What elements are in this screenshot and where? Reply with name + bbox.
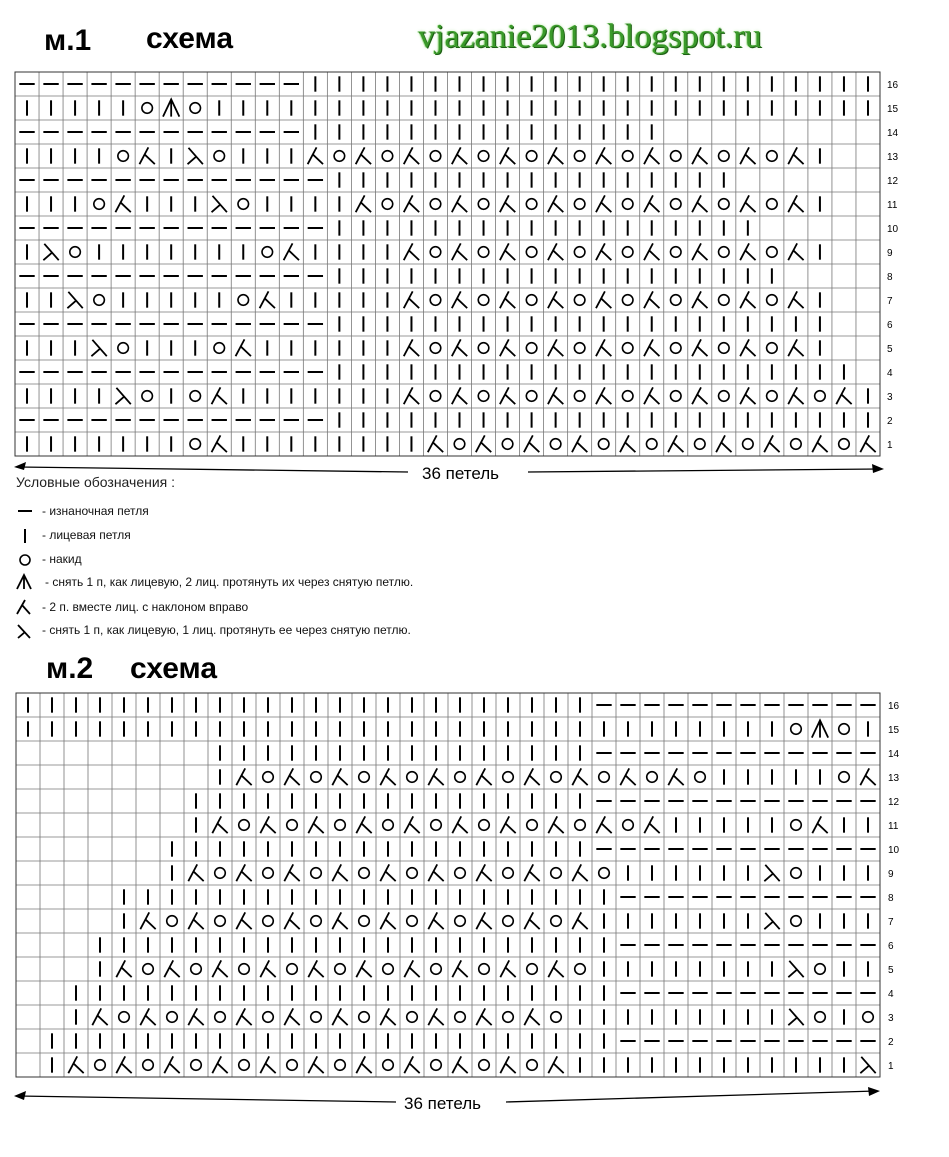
row-number-label: 3 [887, 392, 893, 403]
k2tog-symbol [524, 864, 539, 881]
yarn-over-symbol [95, 1060, 106, 1071]
yarn-over-symbol [359, 1012, 370, 1023]
yarn-over-symbol [335, 1060, 346, 1071]
k2tog-symbol [500, 960, 515, 977]
chart2-gridlines [16, 693, 880, 1077]
k2tog-symbol [380, 912, 395, 929]
yarn-over-symbol [215, 868, 226, 879]
yarn-over-symbol [407, 772, 418, 783]
yarn-over-symbol [815, 964, 826, 975]
yarn-over-symbol [527, 820, 538, 831]
k2tog-symbol [476, 1008, 491, 1025]
yarn-over-symbol [551, 772, 562, 783]
yarn-over-symbol [191, 964, 202, 975]
yarn-over-symbol [239, 820, 250, 831]
k2tog-symbol [524, 1008, 539, 1025]
row-number-label: 11 [888, 821, 899, 832]
yarn-over-symbol [239, 964, 250, 975]
yarn-over-symbol [503, 772, 514, 783]
row-number-label: 6 [888, 941, 894, 952]
yarn-over-symbol [263, 1012, 274, 1023]
k2tog-symbol [284, 912, 299, 929]
yarn-over-symbol [791, 724, 802, 735]
yarn-over-symbol [143, 964, 154, 975]
k2tog-symbol [596, 816, 611, 833]
row-number-label: 13 [888, 773, 900, 784]
k2tog-symbol [188, 1008, 203, 1025]
row-number-label: 5 [887, 344, 893, 355]
row-number-label: 5 [888, 965, 894, 976]
k2tog-symbol [164, 960, 179, 977]
row-number-label: 11 [887, 200, 898, 211]
row-number-label: 14 [888, 749, 900, 760]
yarn-over-symbol [863, 1012, 874, 1023]
yarn-over-symbol [431, 820, 442, 831]
yarn-over-symbol [791, 820, 802, 831]
row-number-label: 4 [888, 989, 894, 1000]
yarn-over-symbol [527, 1060, 538, 1071]
row-number-label: 1 [888, 1061, 894, 1072]
yarn-over-symbol [335, 820, 346, 831]
row-number-label: 10 [887, 224, 899, 235]
row-number-label: 4 [887, 368, 893, 379]
yarn-over-symbol [383, 1060, 394, 1071]
yarn-over-symbol [359, 916, 370, 927]
k2tog-symbol [308, 816, 323, 833]
row-number-label: 13 [887, 152, 899, 163]
yarn-over-symbol [143, 1060, 154, 1071]
yarn-over-symbol [287, 820, 298, 831]
yarn-over-symbol [383, 964, 394, 975]
row-number-label: 6 [887, 320, 893, 331]
k2tog-symbol [212, 1056, 227, 1073]
yarn-over-symbol [575, 820, 586, 831]
k2tog-symbol [476, 768, 491, 785]
k2tog-symbol [572, 912, 587, 929]
blog-watermark: vjazanie2013.blogspot.ru [418, 18, 762, 55]
yarn-over-symbol [647, 772, 658, 783]
k2tog-symbol [140, 1008, 155, 1025]
yarn-over-symbol [215, 916, 226, 927]
yarn-over-symbol [479, 964, 490, 975]
legend-text-purl: - изнаночная петля [42, 504, 149, 518]
k2tog-symbol [452, 1056, 467, 1073]
yarn-over-symbol [551, 868, 562, 879]
row-number-label: 10 [888, 845, 900, 856]
k2tog-symbol [332, 1008, 347, 1025]
chart2-width-label: 36 петель [404, 1094, 481, 1113]
k2tog-symbol [572, 768, 587, 785]
k2tog-symbol [620, 768, 635, 785]
yarn-over-symbol [335, 964, 346, 975]
k2tog-symbol [260, 816, 275, 833]
chart2-scheme-label: схема [130, 652, 217, 685]
yarn-over-symbol [383, 820, 394, 831]
k2tog-symbol [332, 912, 347, 929]
row-number-label: 15 [888, 725, 900, 736]
row-number-label: 7 [887, 296, 893, 307]
yarn-over-symbol [455, 1012, 466, 1023]
yarn-over-symbol [551, 1012, 562, 1023]
k2tog-symbol [236, 912, 251, 929]
k2tog-symbol [164, 1056, 179, 1073]
yarn-over-symbol [119, 1012, 130, 1023]
k2tog-symbol [140, 912, 155, 929]
yarn-over-symbol [479, 1060, 490, 1071]
yarn-over-symbol [839, 772, 850, 783]
yarn-over-symbol [431, 1060, 442, 1071]
k2tog-symbol [308, 960, 323, 977]
k2tog-symbol [284, 1008, 299, 1025]
k2tog-symbol [116, 960, 131, 977]
legend-text-k2tog: - 2 п. вместе лиц. с наклоном вправо [42, 600, 249, 614]
k2tog-symbol [644, 816, 659, 833]
k2tog-symbol [500, 816, 515, 833]
k2tog-symbol [212, 816, 227, 833]
k2tog-symbol [260, 960, 275, 977]
k2tog-symbol [356, 1056, 371, 1073]
k2tog-symbol [452, 816, 467, 833]
chart2-pattern-label: м.2 [46, 652, 94, 685]
k2tog-symbol [260, 1056, 275, 1073]
row-number-label: 2 [888, 1037, 894, 1048]
yarn-over-symbol [503, 916, 514, 927]
yarn-over-symbol [791, 916, 802, 927]
k2tog-symbol [860, 768, 875, 785]
k2tog-symbol [380, 768, 395, 785]
k2tog-symbol [476, 912, 491, 929]
yarn-over-symbol [455, 868, 466, 879]
legend-text-skp: - снять 1 п, как лицевую, 1 лиц. протянуть ее через снятую петлю. [42, 623, 411, 637]
row-number-label: 9 [888, 869, 894, 880]
k2tog-symbol [212, 960, 227, 977]
skp-symbol [860, 1057, 875, 1073]
k2tog-symbol [500, 1056, 515, 1073]
skp-symbol [764, 913, 779, 929]
k2tog-symbol [524, 912, 539, 929]
yarn-over-symbol [623, 820, 634, 831]
yarn-over-symbol [599, 868, 610, 879]
yarn-over-symbol [503, 1012, 514, 1023]
yarn-over-symbol [311, 1012, 322, 1023]
legend-title: Условные обозначения : [16, 474, 176, 490]
k2tog-symbol [380, 864, 395, 881]
double-decrease-symbol [812, 720, 828, 737]
k2tog-symbol [308, 1056, 323, 1073]
row-number-label: 1 [887, 440, 893, 451]
yarn-over-symbol [527, 964, 538, 975]
yarn-over-symbol [479, 820, 490, 831]
yarn-over-symbol [839, 724, 850, 735]
k2tog-symbol [548, 960, 563, 977]
k2tog-symbol [524, 768, 539, 785]
k2tog-symbol [404, 1056, 419, 1073]
skp-symbol [788, 1009, 803, 1025]
yarn-over-symbol [167, 1012, 178, 1023]
row-number-label: 14 [887, 128, 899, 139]
k2tog-symbol [68, 1056, 83, 1073]
k2tog-symbol [356, 816, 371, 833]
yarn-over-symbol [287, 964, 298, 975]
k2tog-symbol [548, 1056, 563, 1073]
yarn-over-symbol [359, 868, 370, 879]
legend-text-double-decrease: - снять 1 п, как лицевую, 2 лиц. протянуть их через снятую петлю. [45, 575, 414, 589]
k2tog-symbol [548, 816, 563, 833]
k2tog-symbol [428, 912, 443, 929]
yarn-over-symbol [407, 868, 418, 879]
row-number-label: 3 [888, 1013, 894, 1024]
yarn-over-symbol [359, 772, 370, 783]
k2tog-symbol [236, 1008, 251, 1025]
chart1-width-label: 36 петель [422, 464, 499, 483]
k2tog-symbol [428, 864, 443, 881]
row-number-label: 2 [887, 416, 893, 427]
yarn-over-symbol [191, 1060, 202, 1071]
yarn-over-symbol [215, 1012, 226, 1023]
k2tog-symbol [92, 1008, 107, 1025]
k2tog-symbol [236, 864, 251, 881]
skp-symbol [788, 961, 803, 977]
row-number-label: 8 [887, 272, 893, 283]
k2tog-symbol [116, 1056, 131, 1073]
yarn-over-symbol [503, 868, 514, 879]
yarn-over-symbol [263, 772, 274, 783]
row-number-label: 16 [887, 80, 899, 91]
legend-text-knit: - лицевая петля [42, 528, 131, 542]
legend-text-yarn-over: - накид [42, 552, 82, 566]
k2tog-symbol [404, 960, 419, 977]
chart1-pattern-label: м.1 [44, 24, 92, 57]
k2tog-symbol [332, 864, 347, 881]
yarn-over-symbol [815, 1012, 826, 1023]
row-number-label: 16 [888, 701, 900, 712]
yarn-over-symbol [575, 964, 586, 975]
k2tog-symbol [332, 768, 347, 785]
k2tog-symbol [236, 768, 251, 785]
k2tog-symbol [404, 816, 419, 833]
k2tog-symbol [476, 864, 491, 881]
k2tog-symbol [356, 960, 371, 977]
row-number-label: 7 [888, 917, 894, 928]
k2tog-symbol [452, 960, 467, 977]
yarn-over-symbol [407, 1012, 418, 1023]
chart1-scheme-label: схема [146, 22, 233, 55]
k2tog-symbol [284, 864, 299, 881]
yarn-over-symbol [239, 1060, 250, 1071]
yarn-over-symbol [431, 964, 442, 975]
k2tog-symbol [812, 816, 827, 833]
row-number-label: 9 [887, 248, 893, 259]
yarn-over-symbol [599, 772, 610, 783]
yarn-over-symbol [311, 916, 322, 927]
yarn-over-symbol [455, 772, 466, 783]
row-number-label: 8 [888, 893, 894, 904]
k2tog-symbol [284, 768, 299, 785]
k2tog-symbol [428, 768, 443, 785]
yarn-over-symbol [551, 916, 562, 927]
k2tog-symbol [188, 912, 203, 929]
k2tog-symbol [380, 1008, 395, 1025]
row-number-label: 12 [887, 176, 899, 187]
yarn-over-symbol [287, 1060, 298, 1071]
yarn-over-symbol [695, 772, 706, 783]
yarn-over-symbol [455, 916, 466, 927]
k2tog-symbol [428, 1008, 443, 1025]
yarn-over-symbol [263, 868, 274, 879]
skp-symbol [764, 865, 779, 881]
yarn-over-symbol [263, 916, 274, 927]
yarn-over-symbol [791, 868, 802, 879]
row-number-label: 12 [888, 797, 900, 808]
yarn-over-symbol [311, 772, 322, 783]
yarn-over-symbol [167, 916, 178, 927]
k2tog-symbol [668, 768, 683, 785]
row-number-label: 15 [887, 104, 899, 115]
yarn-over-symbol [407, 916, 418, 927]
k2tog-symbol [188, 864, 203, 881]
yarn-over-symbol [311, 868, 322, 879]
k2tog-symbol [572, 864, 587, 881]
